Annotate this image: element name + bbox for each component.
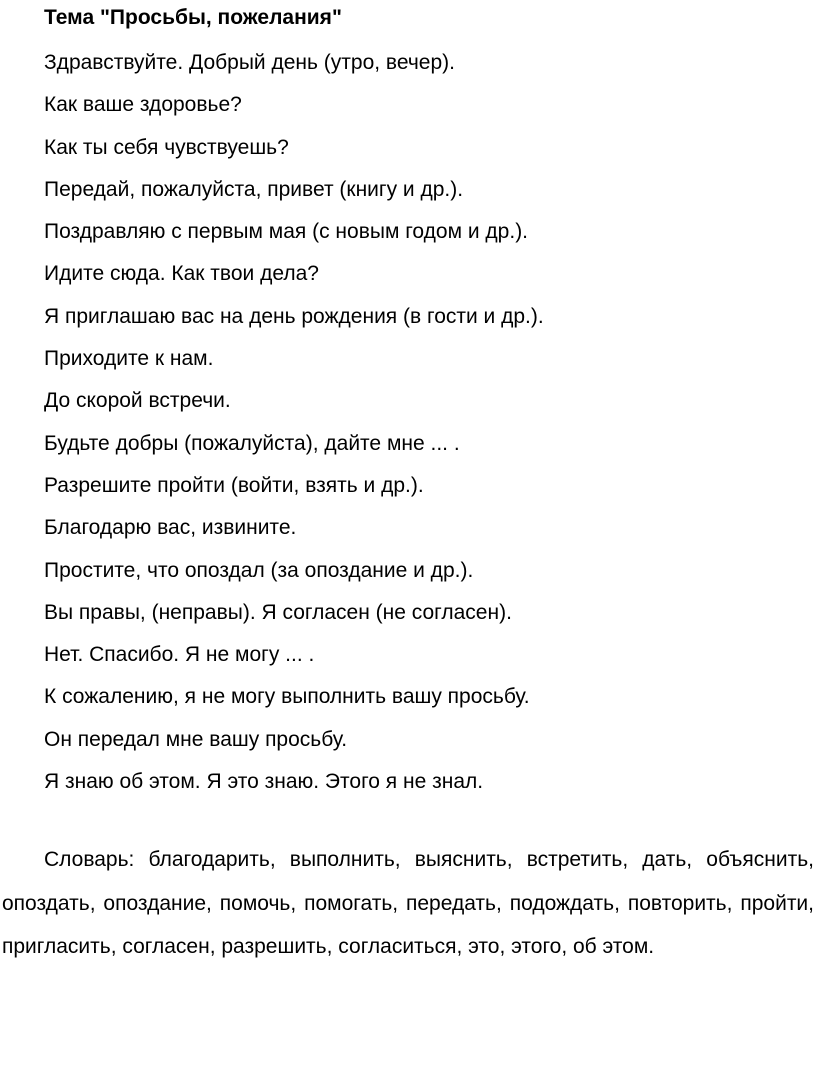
phrase-line: Разрешите пройти (войти, взять и др.). — [44, 473, 424, 497]
phrase-line: Благодарю вас, извините. — [44, 516, 297, 540]
phrase-line: Здравствуйте. Добрый день (утро, вечер). — [44, 51, 455, 74]
phrase-list — [44, 42, 544, 803]
phrase-line: Я знаю об этом. Я это знаю. Этого я не знал. — [44, 770, 484, 794]
vocabulary-paragraph: Словарь: благодарить, выполнить, выяснить, встретить, дать, объяснить, опоздать, опоздание, помочь, помогать, передать, подождать, повторить, пройти, пригласить, согласен, разрешить, согласиться, это, этого, об этом. — [2, 848, 814, 958]
phrase-line: Приходите к нам. — [44, 347, 214, 371]
phrase-line: Будьте добры (пожалуйста), дайте мне ... . — [44, 431, 460, 455]
phrase-line: Вы правы, (неправы). Я согласен (не согласен). — [44, 600, 512, 624]
phrase-line: Как ваше здоровье? — [44, 93, 242, 117]
phrase-line: К сожалению, я не могу выполнить вашу просьбу. — [44, 685, 530, 709]
phrase-line: Он передал мне вашу просьбу. — [44, 727, 348, 751]
phrase-line: Как ты себя чувствуешь? — [44, 135, 289, 159]
phrase-line: Нет. Спасибо. Я не могу ... . — [44, 643, 315, 667]
phrase-line: Я приглашаю вас на день рождения (в гости и др.). — [44, 304, 544, 328]
phrase-line: Поздравляю с первым мая (с новым годом и др.). — [44, 220, 529, 244]
document-title: Тема "Просьбы, пожелания" — [44, 6, 342, 29]
phrase-line: Идите сюда. Как твои дела? — [44, 262, 319, 286]
phrase-line: До скорой встречи. — [44, 389, 231, 413]
phrase-line: Передай, пожалуйста, привет (книгу и др.). — [44, 177, 464, 201]
phrase-line: Простите, что опоздал (за опоздание и др.). — [44, 558, 474, 582]
